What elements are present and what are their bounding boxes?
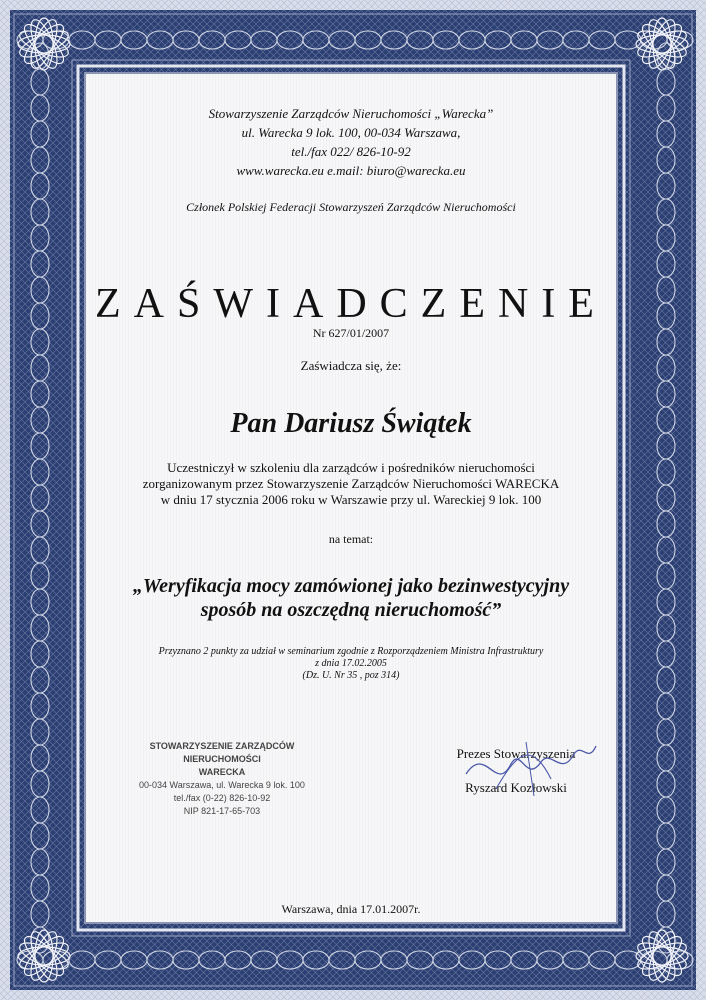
org-membership: Członek Polskiej Federacji Stowarzyszeń Zarządców Nieruchomości bbox=[186, 200, 516, 214]
topic-label: na temat: bbox=[328, 532, 374, 546]
topic-line: „Weryfikacja mocy zamówionej jako bezinwestycyjny bbox=[132, 575, 570, 597]
org-address: ul. Warecka 9 lok. 100, 00-034 Warszawa, bbox=[241, 125, 461, 140]
stamp-line: 00-034 Warszawa, ul. Warecka 9 lok. 100 bbox=[139, 780, 305, 790]
topic-line: sposób na oszczędną nieruchomość” bbox=[200, 599, 502, 621]
body-line: w dniu 17 stycznia 2006 roku w Warszawie przy ul. Wareckiej 9 lok. 100 bbox=[160, 492, 542, 507]
topic bbox=[86, 574, 616, 622]
signature-name: Ryszard Kozłowski bbox=[465, 780, 567, 795]
points-line: z dnia 17.02.2005 bbox=[315, 658, 387, 669]
body-line: zorganizowanym przez Stowarzyszenie Zarządców Nieruchomości WARECKA bbox=[142, 476, 560, 491]
signature-block bbox=[436, 746, 596, 796]
body-text bbox=[86, 460, 616, 508]
handwritten-signature bbox=[456, 734, 606, 804]
stamp-line: NIP 821-17-65-703 bbox=[183, 806, 261, 816]
signature-role: Prezes Stowarzyszenia bbox=[456, 746, 576, 761]
org-phone: tel./fax 022/ 826-10-92 bbox=[291, 144, 411, 159]
issue-date: Warszawa, dnia 17.01.2007r. bbox=[281, 902, 421, 916]
certificate-number: Nr 627/01/2007 bbox=[312, 326, 390, 340]
recipient-name: Pan Dariusz Świątek bbox=[230, 408, 472, 439]
org-web-email: www.warecka.eu e.mail: biuro@warecka.eu bbox=[236, 163, 466, 178]
points-note bbox=[86, 646, 616, 682]
stamp-line: STOWARZYSZENIE ZARZĄDCÓW NIERUCHOMOŚCI bbox=[149, 741, 295, 764]
stamp-line: tel./fax (0-22) 826-10-92 bbox=[173, 793, 271, 803]
certify-intro: Zaświadcza się, że: bbox=[300, 358, 402, 373]
points-line: (Dz. U. Nr 35 , poz 314) bbox=[302, 670, 400, 681]
organization-stamp bbox=[122, 740, 322, 818]
stamp-line: WARECKA bbox=[198, 767, 246, 777]
certificate-title: ZAŚWIADCZENIE bbox=[95, 281, 607, 327]
body-line: Uczestniczył w szkoleniu dla zarządców i pośredników nieruchomości bbox=[167, 460, 535, 475]
org-name: Stowarzyszenie Zarządców Nieruchomości „Warecka” bbox=[208, 106, 494, 121]
points-line: Przyznano 2 punkty za udział w seminarium zgodnie z Rozporządzeniem Ministra Infrastruktury bbox=[158, 646, 544, 657]
certificate-paper bbox=[86, 74, 616, 922]
